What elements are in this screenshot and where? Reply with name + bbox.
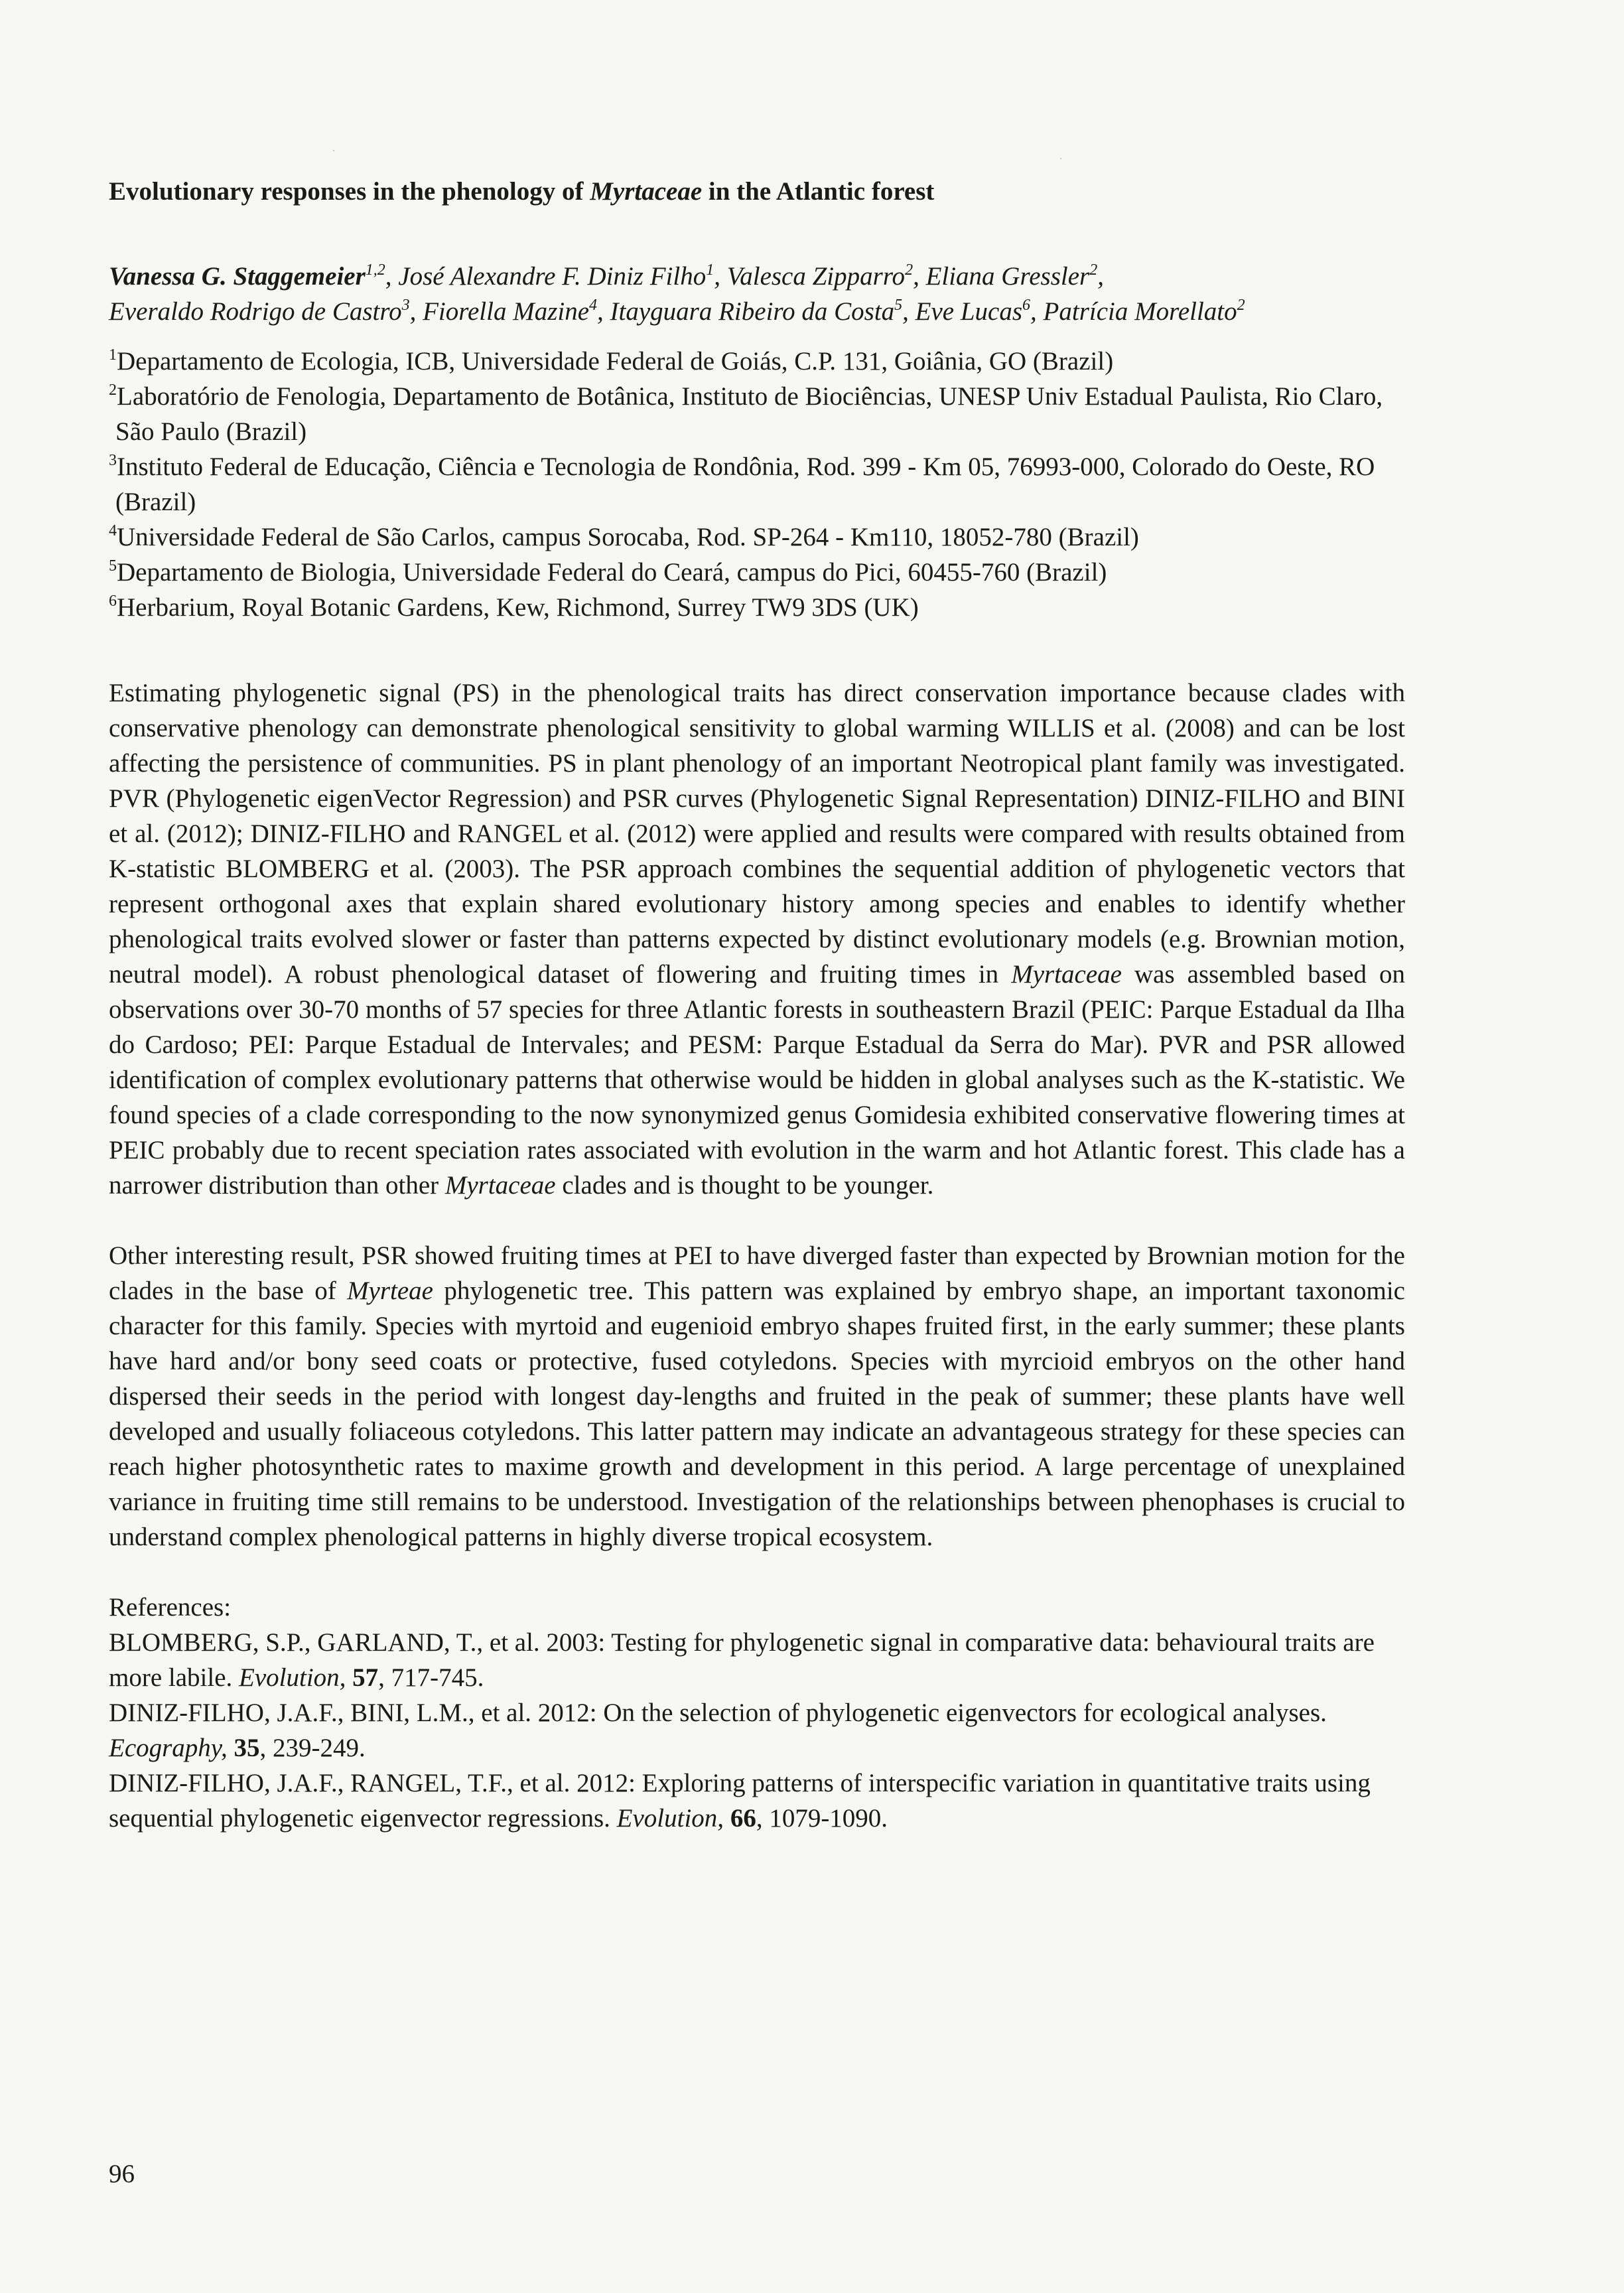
reference-journal: Evolution, <box>616 1804 724 1833</box>
author-name: Eliana Gressler <box>925 262 1090 291</box>
author-name: José Alexandre F. Diniz Filho <box>398 262 707 291</box>
author-list: Vanessa G. Staggemeier$^{1,2}$, José Alexandre F. Diniz Filho$^1$, Valesca Zipparro$^2$, Eliana Gressler$^2$, Everaldo Rodrigo de Castro$^3$, Fiorella Mazine$^4$, Itayguara Ribeiro da Costa$^5$, Eve Lucas$^6$, Patrícia Morellato$^2$ <box>109 261 1245 326</box>
reference-volume: 35 <box>234 1734 260 1762</box>
paper-title <box>109 175 1405 208</box>
author-name: Everaldo Rodrigo de Castro <box>109 297 402 326</box>
affiliation-number: 4 <box>109 522 117 539</box>
author-name: Patrícia Morellato <box>1043 297 1237 326</box>
reference-item: DINIZ-FILHO, J.A.F., BINI, L.M., et al. 2012: On the selection of phylogenetic eigenvectors for ecological analyses. Ecography, 35, 239-249. <box>109 1699 1327 1762</box>
affiliation-item: $^5$Departamento de Biologia, Universidade Federal do Ceará, campus do Pici, 60455-760 (Brazil) <box>109 557 1107 587</box>
affiliation-item: $^1$Departamento de Ecologia, ICB, Universidade Federal de Goiás, C.P. 131, Goiânia, GO (Brazil) <box>109 346 1114 376</box>
scan-speck <box>333 150 334 151</box>
title-text-end: in the Atlantic forest <box>702 177 935 206</box>
author-name: Vanessa G. Staggemeier <box>109 262 366 291</box>
affiliation-item: $^3$Instituto Federal de Educação, Ciência e Tecnologia de Rondônia, Rod. 399 - Km 05, 76993-000, Colorado do Oeste, RO (Brazil) <box>109 452 1375 516</box>
author-affiliation-mark: 4 <box>589 297 598 314</box>
reference-volume: 66 <box>730 1804 756 1833</box>
abstract-paragraph-2: Other interesting result, PSR showed fruiting times at PEI to have diverged faster than expected by Brownian motion for the clades in the base of Myrteae phylogenetic tree. This pattern was explained by embryo shape, an important taxonomic character for this family. Species with myrtoid and eugenioid embryo shapes fruited first, in the early summer; these plants have hard and/or bony seed coats or protective, fused cotyledons. Species with myrcioid embryos on the other hand dispersed their seeds in the period with longest day-lengths and fruited in the peak of summer; these plants have well developed and usually foliaceous cotyledons. This latter pattern may indicate an advantageous strategy for these species can reach higher photosynthetic rates to maxime growth and development in this period. A large percentage of unexplained variance in fruiting time still remains to be understood. Investigation of the relationships between phenophases is crucial to understand complex phenological patterns in highly diverse tropical ecosystem. <box>109 1241 1405 1551</box>
reference-journal: Evolution, <box>239 1663 346 1692</box>
abstract-paragraph-1: Estimating phylogenetic signal (PS) in the phenological traits has direct conservation importance because clades with conservative phenology can demonstrate phenological sensitivity to global warming WILLIS et al. (2008) and can be lost affecting the persistence of communities. PS in plant phenology of an important Neotropical plant family was investigated. PVR (Phylogenetic eigenVector Regression) and PSR curves (Phylogenetic Signal Representation) DINIZ-FILHO and BINI et al. (2012); DINIZ-FILHO and RANGEL et al. (2012) were applied and results were compared with results obtained from K-statistic BLOMBERG et al. (2003). The PSR approach combines the sequential addition of phylogenetic vectors that represent orthogonal axes that explain shared evolutionary history among species and enables to identify whether phenological traits evolved slower or faster than patterns expected by distinct evolutionary models (e.g. Brownian motion, neutral model). A robust phenological dataset of flowering and fruiting times in Myrtaceae was assembled based on observations over 30-70 months of 57 species for three Atlantic forests in southeastern Brazil (PEIC: Parque Estadual da Ilha do Cardoso; PEI: Parque Estadual de Intervales; and PESM: Parque Estadual da Serra do Mar). PVR and PSR allowed identification of complex evolutionary patterns that otherwise would be hidden in global analyses such as the K-statistic. We found species of a clade corresponding to the now synonymized genus Gomidesia exhibited conservative flowering times at PEIC probably due to recent speciation rates associated with evolution in the warm and hot Atlantic forest. This clade has a narrower distribution than other Myrtaceae clades and is thought to be younger. <box>109 679 1405 1200</box>
affiliation-item: $^2$Laboratório de Fenologia, Departamento de Botânica, Instituto de Biociências, UNESP Univ Estadual Paulista, Rio Claro, São Paulo (Brazil) <box>109 382 1383 446</box>
affiliation-item: $^4$Universidade Federal de São Carlos, campus Sorocaba, Rod. SP-264 - Km110, 18052-780 (Brazil) <box>109 522 1139 551</box>
reference-journal: Ecography, <box>109 1734 228 1762</box>
author-affiliation-mark: 1 <box>706 261 714 279</box>
reference-item: BLOMBERG, S.P., GARLAND, T., et al. 2003: Testing for phylogenetic signal in comparative data: behavioural traits are more labile. Evolution, 57, 717-745. <box>109 1628 1375 1692</box>
references-heading: References: <box>109 1593 232 1622</box>
author-name: Fiorella Mazine <box>423 297 590 326</box>
affiliation-number: 3 <box>109 452 117 469</box>
affiliation-list <box>109 344 1405 625</box>
affiliation-number: 1 <box>109 346 117 364</box>
author-name: Itayguara Ribeiro da Costa <box>610 297 895 326</box>
affiliation-item: $^6$Herbarium, Royal Botanic Gardens, Kew, Richmond, Surrey TW9 3DS (UK) <box>109 592 919 622</box>
scan-speck <box>1060 158 1061 159</box>
reference-item: DINIZ-FILHO, J.A.F., RANGEL, T.F., et al. 2012: Exploring patterns of interspecific variation in quantitative traits using sequential phylogenetic eigenvector regressions. Evolution, 66, 1079-1090. <box>109 1769 1371 1833</box>
affiliation-number: 5 <box>109 557 117 575</box>
author-name: Valesca Zipparro <box>726 262 906 291</box>
references-section <box>109 1590 1405 1836</box>
author-affiliation-mark: 1,2 <box>365 261 385 279</box>
author-name: Eve Lucas <box>915 297 1023 326</box>
page-number: 96 <box>109 2160 135 2188</box>
author-affiliation-mark: 6 <box>1022 297 1031 314</box>
author-affiliation-mark: 2 <box>905 261 914 279</box>
abstract-body <box>109 675 1405 1555</box>
reference-volume: 57 <box>352 1663 379 1692</box>
title-taxon: Myrtaceae <box>590 177 703 206</box>
author-affiliation-mark: 3 <box>401 297 410 314</box>
author-affiliation-mark: 2 <box>1089 261 1098 279</box>
author-affiliation-mark: 5 <box>894 297 903 314</box>
affiliation-number: 6 <box>109 592 117 610</box>
author-affiliation-mark: 2 <box>1237 297 1245 314</box>
affiliation-number: 2 <box>109 382 117 399</box>
title-text: Evolutionary responses in the phenology of <box>109 177 590 206</box>
